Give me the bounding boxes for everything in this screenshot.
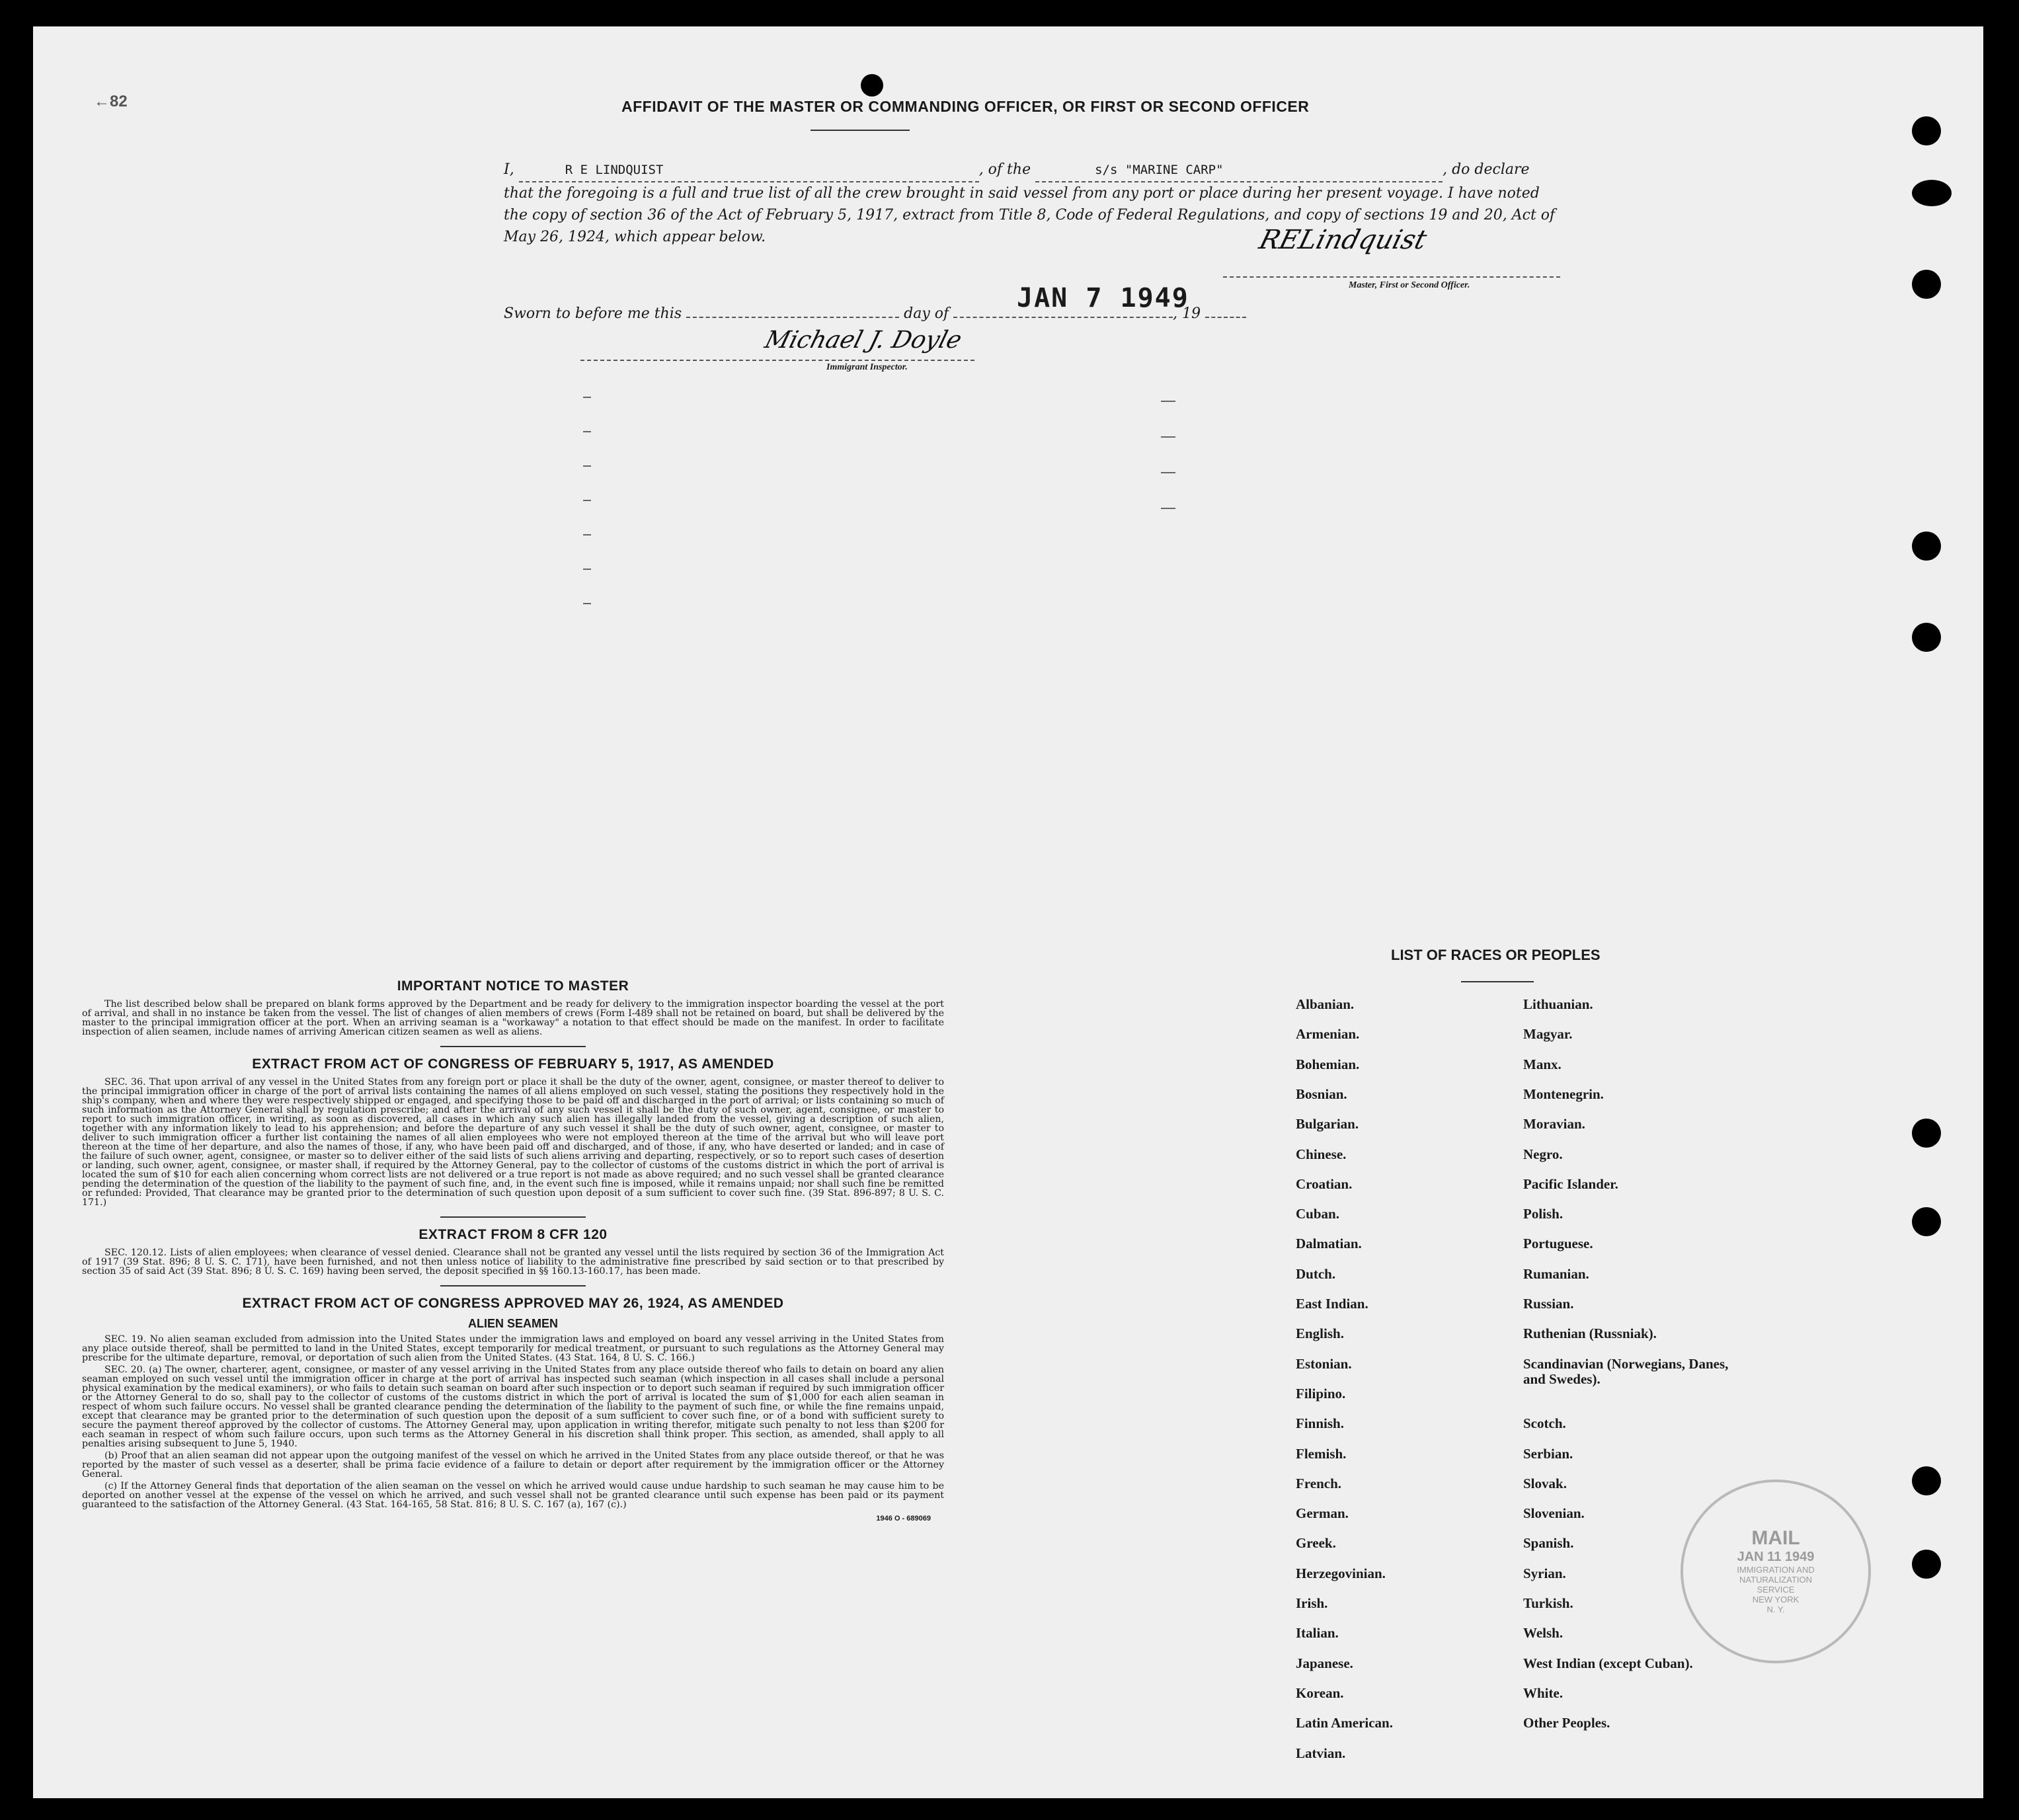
- binder-hole: [1912, 180, 1952, 206]
- race-item: Pacific Islander.: [1523, 1175, 1618, 1192]
- race-item: English.: [1296, 1325, 1344, 1342]
- race-item: Dutch.: [1296, 1265, 1336, 1282]
- divider: [440, 1046, 586, 1047]
- race-item: Bosnian.: [1296, 1086, 1347, 1102]
- extract-cfr-title: EXTRACT FROM 8 CFR 120: [418, 1227, 608, 1242]
- extract-1917-title: EXTRACT FROM ACT OF CONGRESS OF FEBRUARY 5, 1917, AS AMENDED: [252, 1056, 774, 1072]
- race-item: German.: [1296, 1505, 1349, 1522]
- title-rule: [811, 130, 910, 131]
- race-item: Greek.: [1296, 1535, 1336, 1552]
- inspector-signature-line: [580, 360, 974, 361]
- extract-1924-title: EXTRACT FROM ACT OF CONGRESS APPROVED MAY 26, 1924, AS AMENDED: [242, 1296, 784, 1311]
- mail-stamp-line: NEW YORK: [1752, 1595, 1800, 1604]
- vessel-name-field: s/s "MARINE CARP": [1035, 159, 1443, 182]
- race-item: Filipino.: [1296, 1385, 1346, 1402]
- mail-stamp-line: N. Y.: [1766, 1604, 1785, 1614]
- page-number: ←82: [94, 93, 128, 110]
- date-stamp: JAN 7 1949: [1017, 283, 1189, 313]
- race-item: Slovak.: [1523, 1475, 1567, 1491]
- affidavit-title: AFFIDAVIT OF THE MASTER OR COMMANDING OFFICER, OR FIRST OR SECOND OFFICER: [621, 98, 1310, 115]
- races-title-rule: [1461, 981, 1534, 982]
- binder-hole: [1912, 1466, 1941, 1495]
- year-label: , 19: [1173, 305, 1201, 322]
- sworn-label: Sworn to before me this: [504, 305, 682, 322]
- race-item: Portuguese.: [1523, 1236, 1593, 1252]
- race-item: Russian.: [1523, 1296, 1574, 1312]
- race-item: French.: [1296, 1475, 1342, 1491]
- race-item: Scotch.: [1523, 1415, 1566, 1432]
- race-item: East Indian.: [1296, 1296, 1368, 1312]
- of-the-label: , of the: [978, 161, 1031, 178]
- race-item: Finnish.: [1296, 1415, 1344, 1432]
- race-item: White.: [1523, 1684, 1564, 1701]
- binder-hole: [861, 74, 883, 97]
- race-item: Japanese.: [1296, 1655, 1353, 1671]
- race-item: Moravian.: [1523, 1116, 1585, 1132]
- race-item: Korean.: [1296, 1684, 1344, 1701]
- race-item: Flemish.: [1296, 1445, 1347, 1462]
- race-item: Bulgarian.: [1296, 1116, 1359, 1132]
- race-item: Polish.: [1523, 1206, 1564, 1222]
- race-item: Herzegovinian.: [1296, 1565, 1386, 1581]
- day-of-label: day of: [904, 305, 949, 322]
- binder-hole: [1912, 532, 1941, 561]
- divider: [440, 1285, 586, 1286]
- extract-1924-sec20b: (b) Proof that an alien seaman did not appear upon the outgoing manifest of the vessel on which he arrived in the United States from any place outside thereof, or that he was reported by the master of such vessel as a deserter, shall be prima facie evidence of a failure to detain or deport after requirement by the immigration officer or the Attorney General.: [82, 1450, 944, 1480]
- master-caption: Master, First or Second Officer.: [1349, 280, 1470, 290]
- master-name-field: R E LINDQUIST: [519, 159, 979, 182]
- divider: [440, 1216, 586, 1218]
- do-declare-label: , do declare: [1443, 161, 1530, 178]
- extract-1924-sec19: SEC. 19. No alien seaman excluded from admission into the United States under the immigration laws and employed on board any vessel arriving in the United States from any place outside thereof, shall be permitted to land in the United States, except temporarily for medical treatment, or pursuant to such regulations as the Attorney General may prescribe for the ultimate departure, removal, or deportation of such alien from the United States. (43 Stat. 164, 8 U. S. C. 166.): [82, 1334, 944, 1363]
- inspector-caption: Immigrant Inspector.: [826, 362, 908, 372]
- race-item: Other Peoples.: [1523, 1715, 1610, 1731]
- binder-hole: [1912, 1207, 1941, 1236]
- extract-1924-sec20c: (c) If the Attorney General finds that deportation of the alien seaman on the vessel on which he arrived would cause undue hardship to such seaman he may cause him to be deported on another vessel at the expense of the vessel on which he arrived, and such vessel shall not be granted clearance until such expense has been paid or its payment guaranteed to the satisfaction of the Attorney General. (43 Stat. 164-165, 58 Stat. 816; 8 U. S. C. 167 (a), 167 (c).): [82, 1481, 944, 1510]
- race-item: Montenegrin.: [1523, 1086, 1604, 1102]
- binder-hole: [1912, 116, 1941, 145]
- race-item: Spanish.: [1523, 1535, 1574, 1552]
- master-signature-line: [1223, 276, 1560, 278]
- race-item: Estonian.: [1296, 1355, 1352, 1372]
- race-item: Welsh.: [1523, 1625, 1564, 1642]
- race-item: Latin American.: [1296, 1715, 1393, 1731]
- races-title: LIST OF RACES OR PEOPLES: [1391, 947, 1601, 963]
- affidavit-body: that the foregoing is a full and true list of all the crew brought in said vessel from any port or place during her present voyage. I have noted the copy of section 36 of the Act of February 5, 1917, extract from Title 8, Code of Federal Regulations, and copy of sections 19 and 20, Act of May 26, 1924, which appear below.: [504, 185, 1556, 245]
- race-item: Chinese.: [1296, 1146, 1347, 1162]
- race-item: Armenian.: [1296, 1026, 1360, 1043]
- sworn-year-field: [1205, 317, 1246, 318]
- column-dash-marks: [1161, 401, 1175, 543]
- sworn-day-field: [686, 317, 899, 318]
- mail-stamp-line: SERVICE: [1757, 1585, 1795, 1595]
- master-signature: RELindquist: [1255, 225, 1430, 255]
- race-item: West Indian (except Cuban).: [1523, 1655, 1693, 1671]
- extract-1924-subtitle: ALIEN SEAMEN: [467, 1317, 558, 1330]
- race-item: Dalmatian.: [1296, 1236, 1362, 1252]
- column-dash-marks: [583, 397, 591, 637]
- binder-hole: [1912, 270, 1941, 299]
- race-item: Manx.: [1523, 1056, 1562, 1072]
- race-item: Lithuanian.: [1523, 996, 1593, 1012]
- extract-cfr-text: SEC. 120.12. Lists of alien employees; when clearance of vessel denied. Clearance shall not be granted any vessel until the lists required by section 36 of the Immigration Act of 1917 (39 Stat. 896; 8 U. S. C. 171), have been furnished, and not then unless notice of liability to the administrative fine prescribed by said section or to that prescribed by section 35 of said Act (39 Stat. 896; 8 U. S. C. 169) having been served, the deposit specified in §§ 160.13-160.17, has been made.: [82, 1247, 944, 1277]
- mail-stamp-line: IMMIGRATION AND: [1737, 1565, 1815, 1575]
- race-item: Magyar.: [1523, 1026, 1573, 1043]
- extract-1924-sec20a: SEC. 20. (a) The owner, charterer, agent, consignee, or master of any vessel arriving in the United States from any place outside thereof who fails to detain on board any alien seaman employed on such vessel until the immigration officer in charge at the port of arrival has inspected such seaman (which inspection in all cases shall include a personal physical examination by the medical examiners), or who fails to detain such seaman on board after such inspection or to deport such seaman if required by such immigration officer or the Attorney General to do so, shall pay to the collector of customs of the customs district in which the port of arrival is located the sum of $1,000 for each alien seaman in respect of whom such failure occurs. No vessel shall be granted clearance pending the determination of the liability to the payment of such fine, or while the fine remains unpaid, except that clearance may be granted prior to the determination of such question upon the deposit of a sum sufficient to cover such fine, or of a bond with sufficient surety to secure the payment thereof approved by the collector of customs. The Attorney General may, upon application in writing therefor, mitigate such penalty to not less than $200 for each seaman in respect of whom such failure occurs, upon such terms as the Attorney General in his discretion shall think proper. This section, as amended, shall apply to all penalties arising subsequent to June 5, 1940.: [82, 1365, 944, 1449]
- sworn-month-field: [953, 317, 1173, 318]
- race-item: Italian.: [1296, 1625, 1339, 1642]
- inspector-signature: Michael J. Doyle: [762, 327, 965, 354]
- race-item: Syrian.: [1523, 1565, 1566, 1581]
- notice-text: The list described below shall be prepared on blank forms approved by the Department and be ready for delivery to the immigration inspector boarding the vessel at the port of arrival, and shall in no instance be taken from the vessel. The list of changes of alien members of crews (Form I-489 shall not be retained on board, but shall be delivered by the master to the principal immigration officer at the port. When an arriving seaman is a "workaway" a notation to that effect should be made on the manifest. In order to facilitate inspection of alien seamen, include names of arriving American citizen seamen as well as aliens.: [82, 999, 944, 1037]
- race-item: Latvian.: [1296, 1745, 1346, 1761]
- race-item: Scandinavian (Norwegians, Danes, and Swedes).: [1523, 1355, 1729, 1387]
- race-item: Slovenian.: [1523, 1505, 1585, 1522]
- legal-notices: [82, 978, 944, 1523]
- binder-hole: [1912, 1550, 1941, 1579]
- binder-hole: [1912, 1119, 1941, 1148]
- race-item: Cuban.: [1296, 1206, 1339, 1222]
- race-item: Irish.: [1296, 1595, 1328, 1611]
- notice-title: IMPORTANT NOTICE TO MASTER: [397, 978, 629, 994]
- binder-hole: [1912, 623, 1941, 652]
- race-item: Albanian.: [1296, 996, 1355, 1012]
- race-item: Turkish.: [1523, 1595, 1573, 1611]
- race-item: Negro.: [1523, 1146, 1563, 1162]
- mail-stamp-date: JAN 11 1949: [1737, 1550, 1815, 1564]
- print-code: 1946 O - 689069: [876, 1515, 931, 1523]
- i-label: I,: [504, 161, 514, 178]
- race-item: Ruthenian (Russniak).: [1523, 1325, 1657, 1342]
- extract-1917-text: SEC. 36. That upon arrival of any vessel in the United States from any foreign port or place it shall be the duty of the owner, agent, consignee, or master thereof to deliver to the principal immigration officer in charge of the port of arrival lists containing the names of all aliens employed on such vessel, stating the positions they respectively hold in the ship's company, when and where they were respectively shipped or engaged, and specifying those to be paid off and discharged in the port of arrival; or lists containing so much of such information as the Attorney General shall by regulation prescribe; and after the arrival of any such vessel it shall be the duty of such owner, agent, consignee, or master to report to such immigration officer, in writing, as soon as discovered, all cases in which any such alien has illegally landed from the vessel, giving a description of such alien, together with any information likely to lead to his apprehension; and before the departure of any such vessel it shall be the duty of such owner, agent, consignee, or master to deliver to such immigration officer a further list containing the names of all alien employees who were not employed thereon at the time of the arrival but who will leave port thereon at the time of her departure, and also the names of those, if any, who have been paid off and discharged, and of those, if any, who have deserted or landed; and in case of the failure of such owner, agent, consignee, or master so to deliver either of the said lists of such aliens arriving and departing, respectively, or so to report such cases of desertion or landing, such owner, agent, consignee, or master shall, if required by the Attorney General, pay to the collector of customs of the customs district in which the port of arrival is located the sum of $10 for each alien concerning whom correct lists are not delivered or a true report is not made as above required; and no such vessel shall be granted clearance pending the determination of the question of the liability to the payment of such fine, and, in the event such fine is imposed, while it remains unpaid; nor shall such fine be remitted or refunded: Provided, That clearance may be granted prior to the determination of such question upon deposit of a sum sufficient to cover such fine. (39 Stat. 896-897; 8 U. S. C. 171.): [82, 1077, 944, 1208]
- race-item: Croatian.: [1296, 1175, 1353, 1192]
- race-item: Serbian.: [1523, 1445, 1573, 1462]
- mail-stamp-label: MAIL: [1751, 1527, 1800, 1549]
- mail-stamp-line: NATURALIZATION: [1739, 1575, 1813, 1585]
- race-item: Rumanian.: [1523, 1265, 1589, 1282]
- mail-stamp: [1681, 1480, 1871, 1663]
- race-item: Bohemian.: [1296, 1056, 1360, 1072]
